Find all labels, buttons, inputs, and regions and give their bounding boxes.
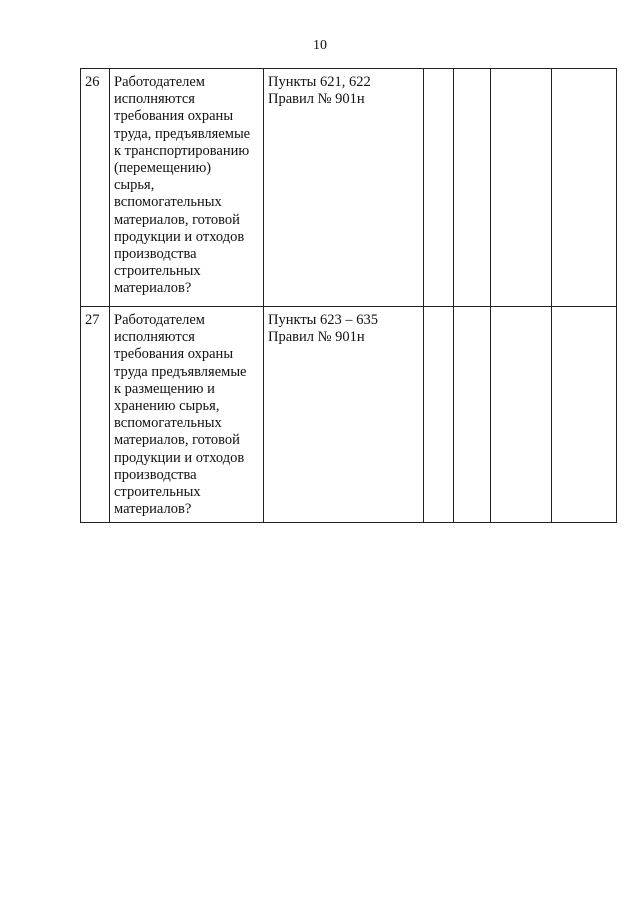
row-number-cell [81, 69, 110, 307]
answer-not-applicable-cell [491, 69, 552, 307]
table-row [81, 307, 617, 523]
row-number: 26 [85, 74, 100, 90]
table-row [81, 69, 617, 307]
answer-yes-cell [424, 307, 454, 523]
question-text: Работодателем исполняются требования охраны труда, предъявляемые к транспортированию (перемещению) сырья, вспомогательных материалов, готовой продукции и отходов производства строительных материалов? [114, 74, 251, 297]
row-number-cell [81, 307, 110, 523]
notes-cell [552, 69, 617, 307]
reference-text: Пункты 623 – 635 Правил № 901н [268, 312, 379, 346]
question-cell [110, 307, 264, 523]
answer-not-applicable-cell [491, 307, 552, 523]
answer-no-cell [454, 69, 491, 307]
answer-no-cell [454, 307, 491, 523]
question-cell [110, 69, 264, 307]
notes-cell [552, 307, 617, 523]
reference-cell [264, 307, 424, 523]
reference-text: Пункты 621, 622 Правил № 901н [268, 74, 371, 108]
checklist-table [80, 68, 617, 523]
page-number: 10 [313, 38, 327, 53]
reference-cell [264, 69, 424, 307]
row-number: 27 [85, 312, 100, 328]
question-text: Работодателем исполняются требования охраны труда предъявляемые к размещению и хранению сырья, вспомогательных материалов, готовой продукции и отходов производства строительных материалов? [114, 312, 247, 518]
answer-yes-cell [424, 69, 454, 307]
